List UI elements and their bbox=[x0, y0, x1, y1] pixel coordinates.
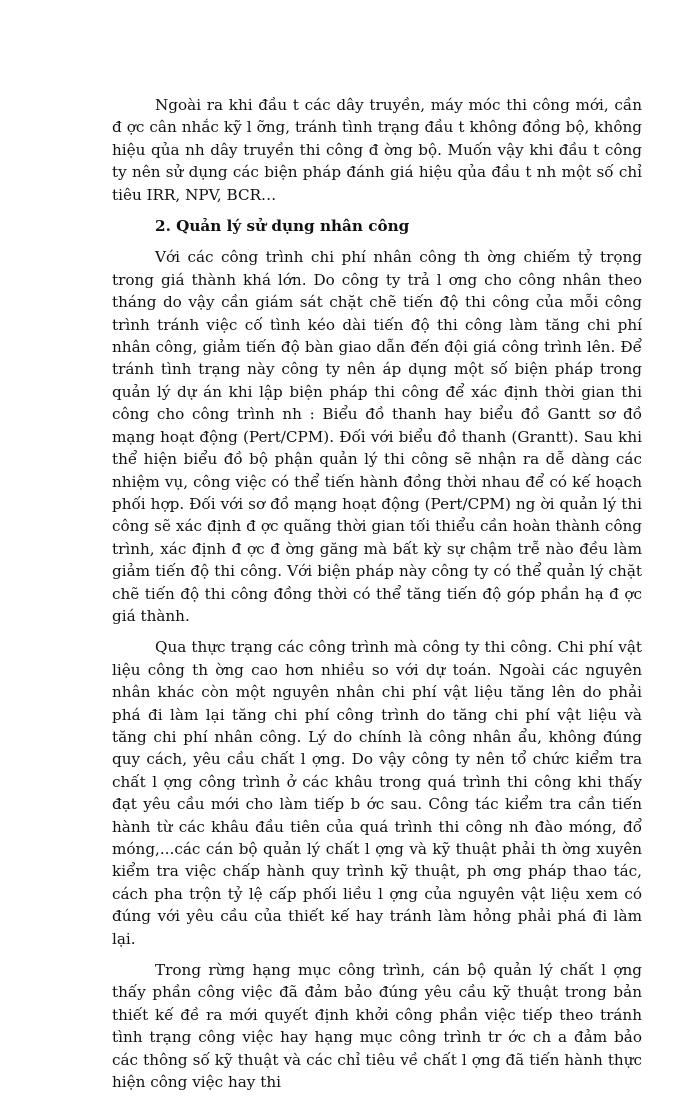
paragraph-investment: Ngoài ra khi đầu t các dây truyền, máy móc thi công mới, cần đ ợc cân nhắc kỹ l ỡng, tránh tình trạng đầu t không đồng bộ, không hiệu qủa nh dây truyền thi công đ ờng bộ. Muốn vậy khi đầu t công ty nên sử dụng các biện pháp đánh giá hiệu qủa đầu t nh một số chỉ tiêu IRR, NPV, BCR… bbox=[112, 96, 642, 204]
document-page bbox=[112, 94, 642, 1102]
section-heading-labor: 2. Quản lý sử dụng nhân công bbox=[155, 217, 410, 236]
paragraph-quality-control: Trong rừng hạng mục công trình, cán bộ quản lý chất l ợng thấy phần công việc đã đảm bảo đúng yêu cầu kỹ thuật trong bản thiết kế đề ra mới quyết định khởi công phần việc tiếp theo tránh tình trạng công việc hay hạng mục công trình tr ớc ch a đảm bảo các thông số kỹ thuật và các chỉ tiêu về chất l ợng đã tiến hành thực hiện công việc hay thi bbox=[112, 961, 642, 1092]
paragraph-labor-cost: Với các công trình chi phí nhân công th ờng chiếm tỷ trọng trong giá thành khá lớn. Do công ty trả l ơng cho công nhân theo tháng do vậy cần giám sát chặt chẽ tiến độ thi công của mỗi công trình tránh việc cố tình kéo dài tiến độ thi công làm tăng chi phí nhân công, giảm tiến độ bàn giao dẫn đến đội giá công trình lên. Để tránh tình trạng này công ty nên áp dụng một số biện pháp trong quản lý dự án khi lập biện pháp thi công để xác định thời gian thi công cho công trình nh : Biểu đồ thanh hay biểu đồ Gantt sơ đồ mạng hoạt động (Pert/CPM). Đối với biểu đồ thanh (Grantt). Sau khi thể hiện biểu đồ bộ phận quản lý thi công sẽ nhận ra dễ dàng các nhiệm vụ, công việc có thể tiến hành đồng thời nhau để có kế hoạch phối hợp. Đối với sơ đồ mạng hoạt động (Pert/CPM) ng ời quản lý thi công sẽ xác định đ ợc quãng thời gian tối thiểu cần hoàn thành công trình, xác định đ ợc đ ờng găng mà bất kỳ sự chậm trễ nào đều làm giảm tiến độ thi công. Với biện pháp này công ty có thể quản lý chặt chẽ tiến độ thi công đồng thời có thể tăng tiến độ góp phần hạ đ ợc giá thành. bbox=[112, 248, 642, 625]
paragraph-material-quality: Qua thực trạng các công trình mà công ty thi công. Chi phí vật liệu công th ờng cao hơn nhiều so với dự toán. Ngoài các nguyên nhân khác còn một nguyên nhân chi phí vật liệu tăng lên do phải phá đi làm lại tăng chi phí công trình do tăng chi phí vật liệu và tăng chi phí nhân công. Lý do chính là công nhân ẩu, không đúng quy cách, yêu cầu chất l ợng. Do vậy công ty nên tổ chức kiểm tra chất l ợng công trình ở các khâu trong quá trình thi công khi thấy đạt yêu cầu mới cho làm tiếp b ớc sau. Công tác kiểm tra cần tiến hành từ các khâu đầu tiên của quá trình thi công nh đào móng, đổ móng,...các cán bộ quản lý chất l ợng và kỹ thuật phải th ờng xuyên kiểm tra việc chấp hành quy trình kỹ thuật, ph ơng pháp thao tác, cách pha trộn tỷ lệ cấp phối liều l ợng của nguyên vật liệu xem có đúng với yêu cầu của thiết kế hay tránh làm hỏng phải phá đi làm lại. bbox=[112, 638, 642, 948]
